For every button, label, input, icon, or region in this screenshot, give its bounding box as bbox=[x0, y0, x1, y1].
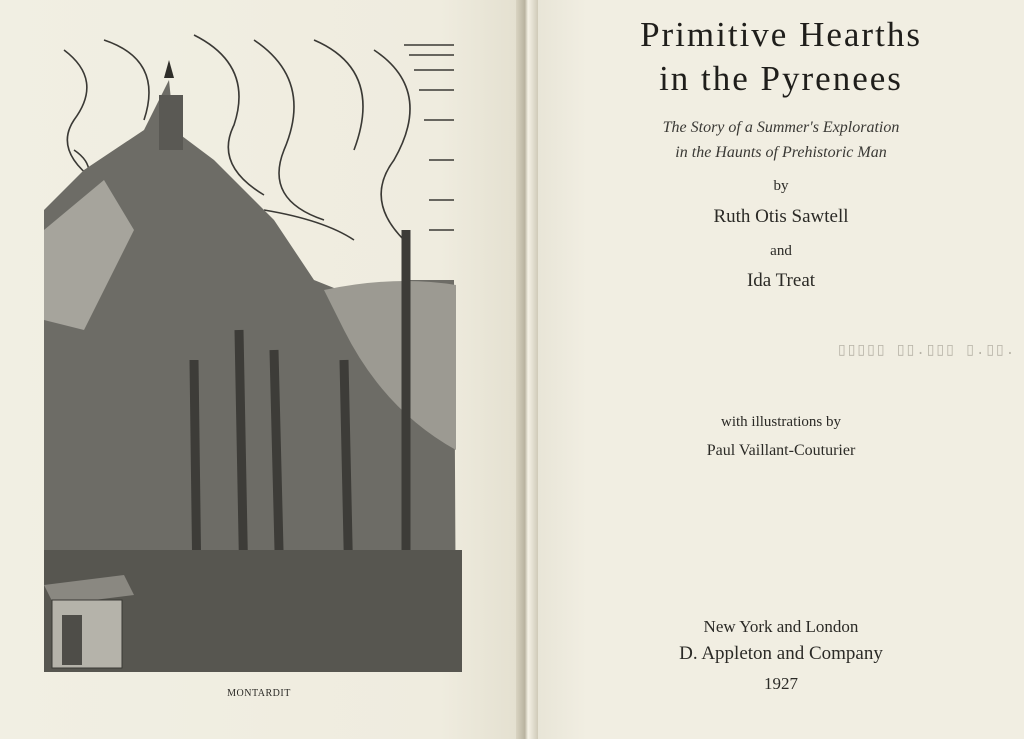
illustrator: Paul Vaillant-Couturier bbox=[706, 442, 856, 459]
montardit-illustration bbox=[44, 30, 462, 672]
publication-year: 1927 bbox=[764, 674, 798, 693]
and-label: and bbox=[770, 243, 792, 259]
author-1: Ruth Otis Sawtell bbox=[713, 206, 849, 227]
by-label: by bbox=[773, 178, 789, 194]
subtitle-line2: in the Haunts of Prehistoric Man bbox=[675, 144, 887, 161]
author-2: Ida Treat bbox=[746, 270, 816, 291]
publisher: D. Appleton and Company bbox=[679, 643, 883, 664]
illustration-caption: MONTARDIT bbox=[227, 688, 291, 699]
book-title-line1: Primitive Hearths bbox=[640, 15, 922, 54]
faded-stamp: ▯▯▯▯▯ ▯▯.▯▯▯ ▯.▯▯. bbox=[838, 343, 1017, 359]
subtitle-line1: The Story of a Summer's Exploration bbox=[662, 119, 900, 136]
illustrations-label: with illustrations by bbox=[721, 414, 841, 430]
book-title-line2: in the Pyrenees bbox=[659, 59, 903, 98]
publication-place: New York and London bbox=[703, 617, 859, 636]
